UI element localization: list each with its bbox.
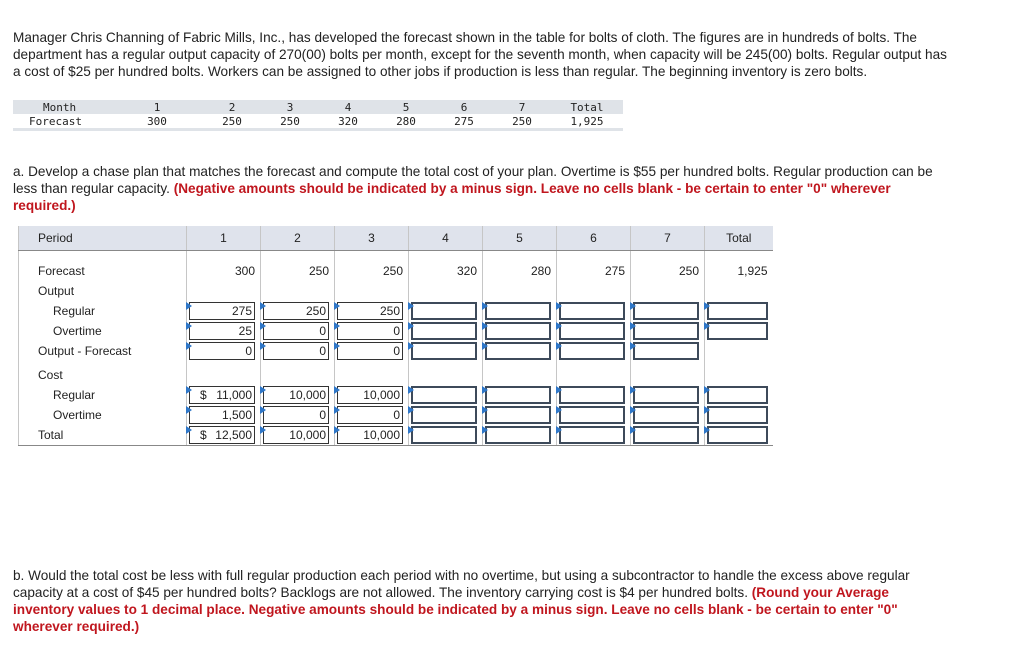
input-marker-icon [260, 322, 266, 330]
cost-overtime-1-value: 1,500 [221, 408, 252, 422]
forecast-4: 320 [319, 114, 377, 130]
forecast-6: 275 [435, 114, 493, 130]
overtime-total-input[interactable] [707, 322, 768, 340]
input-marker-icon [260, 342, 266, 350]
forecast-2: 250 [203, 114, 261, 130]
input-marker-icon [186, 406, 192, 414]
regular-6-input[interactable] [559, 302, 625, 320]
total-4-input[interactable] [411, 426, 477, 444]
overtime-6-input[interactable] [559, 322, 625, 340]
label-output-minus-forecast [19, 341, 187, 361]
label-cost-overtime-text: Overtime [53, 408, 102, 422]
input-marker-icon [408, 322, 414, 330]
input-marker-icon [630, 386, 636, 394]
regular-7-input[interactable] [633, 302, 699, 320]
input-marker-icon [630, 302, 636, 310]
month-4: 4 [319, 100, 377, 114]
label-cost-text: Cost [38, 368, 63, 382]
forecast-7: 250 [493, 114, 551, 130]
period-6: 6 [557, 226, 631, 251]
overtime-3-value: 0 [393, 324, 400, 338]
input-marker-icon [260, 302, 266, 310]
input-marker-icon [408, 342, 414, 350]
input-marker-icon [334, 386, 340, 394]
regular-total-input[interactable] [707, 302, 768, 320]
cost-overtime-5-input[interactable] [485, 406, 551, 424]
overtime-2-input[interactable] [263, 322, 329, 340]
total-5-input[interactable] [485, 426, 551, 444]
output-minus-forecast-1-value: 0 [245, 344, 252, 358]
label-total [19, 425, 187, 446]
output-minus-forecast-6-input[interactable] [559, 342, 625, 360]
forecast-total: 1,925 [551, 114, 623, 130]
row-regular [19, 301, 773, 321]
overtime-1-value: 25 [238, 324, 252, 338]
overtime-4-input[interactable] [411, 322, 477, 340]
input-marker-icon [630, 322, 636, 330]
total-7-input[interactable] [633, 426, 699, 444]
input-marker-icon [556, 322, 562, 330]
period-header-row [19, 226, 773, 251]
input-marker-icon [556, 342, 562, 350]
output-minus-forecast-1-input[interactable] [189, 342, 255, 360]
chase-plan-table [18, 226, 773, 446]
output-minus-forecast-3-value: 0 [393, 344, 400, 358]
cost-overtime-2-input[interactable] [263, 406, 329, 424]
period-3: 3 [335, 226, 409, 251]
input-marker-icon [334, 322, 340, 330]
input-marker-icon [334, 342, 340, 350]
cost-regular-5-input[interactable] [485, 386, 551, 404]
part-a-instruction: (Negative amounts should be indicated by a minus sign. Leave no cells blank - be certain to enter "0" wherever required.) [13, 181, 891, 213]
input-marker-icon [482, 386, 488, 394]
input-marker-icon [260, 426, 266, 434]
regular-1-value: 275 [231, 304, 252, 318]
cost-regular-total-input[interactable] [707, 386, 768, 404]
row-cost-overtime [19, 405, 773, 425]
input-marker-icon [704, 302, 710, 310]
period-7: 7 [631, 226, 705, 251]
label-overtime [19, 321, 187, 341]
cost-overtime-1-input[interactable] [189, 406, 255, 424]
part-b-text: b. Would the total cost be less with full regular production each period with no overtime, but using a subcontractor to handle the excess above regular capacity at a cost of $45 per hundred bolts? Backlogs are not allowed. The inventory carrying cost is $4 per hundred bolts. [13, 568, 910, 600]
month-5: 5 [377, 100, 435, 114]
problem-intro: Manager Chris Channing of Fabric Mills, Inc., has developed the forecast shown in the table for bolts of cloth. The figures are in hundreds of bolts. The department has a regular output capacity of 270(00) bolts per month, except for the seventh month, when capacity will be 245(00) bolts. Regular output has a cost of $25 per hundred bolts. Workers can be assigned to other jobs if production is less than regular. The beginning inventory is zero bolts. [13, 30, 947, 79]
input-marker-icon [260, 406, 266, 414]
total-total-input[interactable] [707, 426, 768, 444]
input-marker-icon [260, 386, 266, 394]
label-forecast [19, 261, 187, 281]
row-output-minus-forecast [19, 341, 773, 361]
part-b-instruction: (Round your Average inventory values to 1 decimal place. Negative amounts should be indicated by a minus sign. Leave no cells blank - be certain to enter "0" wherever required.) [13, 585, 898, 634]
cost-overtime-3-input[interactable] [337, 406, 403, 424]
input-marker-icon [556, 406, 562, 414]
input-marker-icon [334, 302, 340, 310]
input-marker-icon [556, 302, 562, 310]
regular-3-input[interactable] [337, 302, 403, 320]
forecast-5: 280 [530, 264, 551, 278]
month-7: 7 [493, 100, 551, 114]
row-cost [19, 365, 773, 385]
label-output-minus-forecast-text: Output - Forecast [38, 344, 132, 358]
cost-regular-2-value: 10,000 [289, 388, 326, 402]
month-6: 6 [435, 100, 493, 114]
period-5: 5 [483, 226, 557, 251]
forecast-1: 300 [119, 114, 203, 130]
label-output-text: Output [38, 284, 75, 298]
period-4: 4 [409, 226, 483, 251]
total-1-input[interactable] [189, 426, 255, 444]
input-marker-icon [408, 302, 414, 310]
row-output [19, 281, 773, 301]
output-minus-forecast-5-input[interactable] [485, 342, 551, 360]
forecast-2: 250 [308, 264, 329, 278]
month-1: 1 [119, 100, 203, 114]
regular-1-input[interactable] [189, 302, 255, 320]
cost-regular-7-input[interactable] [633, 386, 699, 404]
cost-regular-4-input[interactable] [411, 386, 477, 404]
forecast-3: 250 [382, 264, 403, 278]
label-overtime-text: Overtime [53, 324, 102, 338]
input-marker-icon [630, 406, 636, 414]
row-total [19, 425, 773, 446]
input-marker-icon [408, 386, 414, 394]
input-marker-icon [630, 426, 636, 434]
label-cost-overtime [19, 405, 187, 425]
row-cost-regular [19, 385, 773, 405]
forecast-5: 280 [377, 114, 435, 130]
forecast-total: 1,925 [737, 264, 768, 278]
cost-regular-2-input[interactable] [263, 386, 329, 404]
total-3-input[interactable] [337, 426, 403, 444]
input-marker-icon [630, 342, 636, 350]
part-b-question [13, 567, 948, 635]
period-total: Total [705, 226, 773, 251]
input-marker-icon [704, 322, 710, 330]
input-marker-icon [186, 426, 192, 434]
label-regular [19, 301, 187, 321]
cost-regular-1-input[interactable] [189, 386, 255, 404]
label-forecast-text: Forecast [38, 264, 85, 278]
forecast-header: Forecast [13, 114, 119, 130]
cost-overtime-4-input[interactable] [411, 406, 477, 424]
part-a-text: a. Develop a chase plan that matches the forecast and compute the total cost of your plan. Overtime is $55 per hundred bolts. Regular production can be less than regular capacity. [13, 164, 933, 196]
month-header: Month [13, 100, 119, 114]
forecast-7: 250 [678, 264, 699, 278]
regular-2-value: 250 [305, 304, 326, 318]
dollar-sign: $ [200, 428, 207, 442]
input-marker-icon [704, 406, 710, 414]
overtime-2-value: 0 [319, 324, 326, 338]
input-marker-icon [186, 386, 192, 394]
label-regular-text: Regular [53, 304, 96, 318]
period-label-text: Period [38, 231, 73, 245]
month-total: Total [551, 100, 623, 114]
forecast-1: 300 [234, 264, 255, 278]
input-marker-icon [482, 426, 488, 434]
input-marker-icon [186, 322, 192, 330]
label-cost [19, 365, 187, 385]
input-marker-icon [556, 386, 562, 394]
cost-overtime-3-value: 0 [393, 408, 400, 422]
month-2: 2 [203, 100, 261, 114]
output-minus-forecast-2-input[interactable] [263, 342, 329, 360]
period-label [19, 226, 187, 251]
input-marker-icon [482, 342, 488, 350]
label-total-text: Total [38, 428, 64, 442]
input-marker-icon [334, 406, 340, 414]
cost-overtime-total-input[interactable] [707, 406, 768, 424]
forecast-6: 275 [604, 264, 625, 278]
total-6-input[interactable] [559, 426, 625, 444]
dollar-sign: $ [200, 388, 207, 402]
forecast-4: 320 [456, 264, 477, 278]
regular-3-value: 250 [379, 304, 400, 318]
input-marker-icon [408, 426, 414, 434]
total-1-value: 12,500 [215, 428, 252, 442]
overtime-7-input[interactable] [633, 322, 699, 340]
cost-overtime-7-input[interactable] [633, 406, 699, 424]
total-2-value: 10,000 [289, 428, 326, 442]
cost-regular-1-value: 11,000 [216, 388, 252, 402]
input-marker-icon [186, 302, 192, 310]
row-overtime [19, 321, 773, 341]
label-cost-regular-text: Regular [53, 388, 96, 402]
input-marker-icon [704, 426, 710, 434]
output-minus-forecast-2-value: 0 [319, 344, 326, 358]
input-marker-icon [704, 386, 710, 394]
input-marker-icon [408, 406, 414, 414]
label-cost-regular [19, 385, 187, 405]
total-2-input[interactable] [263, 426, 329, 444]
overtime-3-input[interactable] [337, 322, 403, 340]
output-minus-forecast-3-input[interactable] [337, 342, 403, 360]
label-output [19, 281, 187, 301]
cost-regular-3-input[interactable] [337, 386, 403, 404]
overtime-5-input[interactable] [485, 322, 551, 340]
forecast-3: 250 [261, 114, 319, 130]
cost-regular-6-input[interactable] [559, 386, 625, 404]
input-marker-icon [482, 406, 488, 414]
row-forecast [19, 261, 773, 281]
part-a-question [13, 163, 948, 214]
cost-regular-3-value: 10,000 [363, 388, 400, 402]
month-3: 3 [261, 100, 319, 114]
forecast-table [13, 100, 623, 131]
total-3-value: 10,000 [363, 428, 400, 442]
cost-overtime-6-input[interactable] [559, 406, 625, 424]
input-marker-icon [556, 426, 562, 434]
regular-4-input[interactable] [411, 302, 477, 320]
regular-2-input[interactable] [263, 302, 329, 320]
regular-5-input[interactable] [485, 302, 551, 320]
output-minus-forecast-4-input[interactable] [411, 342, 477, 360]
output-minus-forecast-7-input[interactable] [633, 342, 699, 360]
input-marker-icon [186, 342, 192, 350]
cost-overtime-2-value: 0 [319, 408, 326, 422]
input-marker-icon [482, 322, 488, 330]
input-marker-icon [482, 302, 488, 310]
overtime-1-input[interactable] [189, 322, 255, 340]
period-1: 1 [187, 226, 261, 251]
period-2: 2 [261, 226, 335, 251]
input-marker-icon [334, 426, 340, 434]
